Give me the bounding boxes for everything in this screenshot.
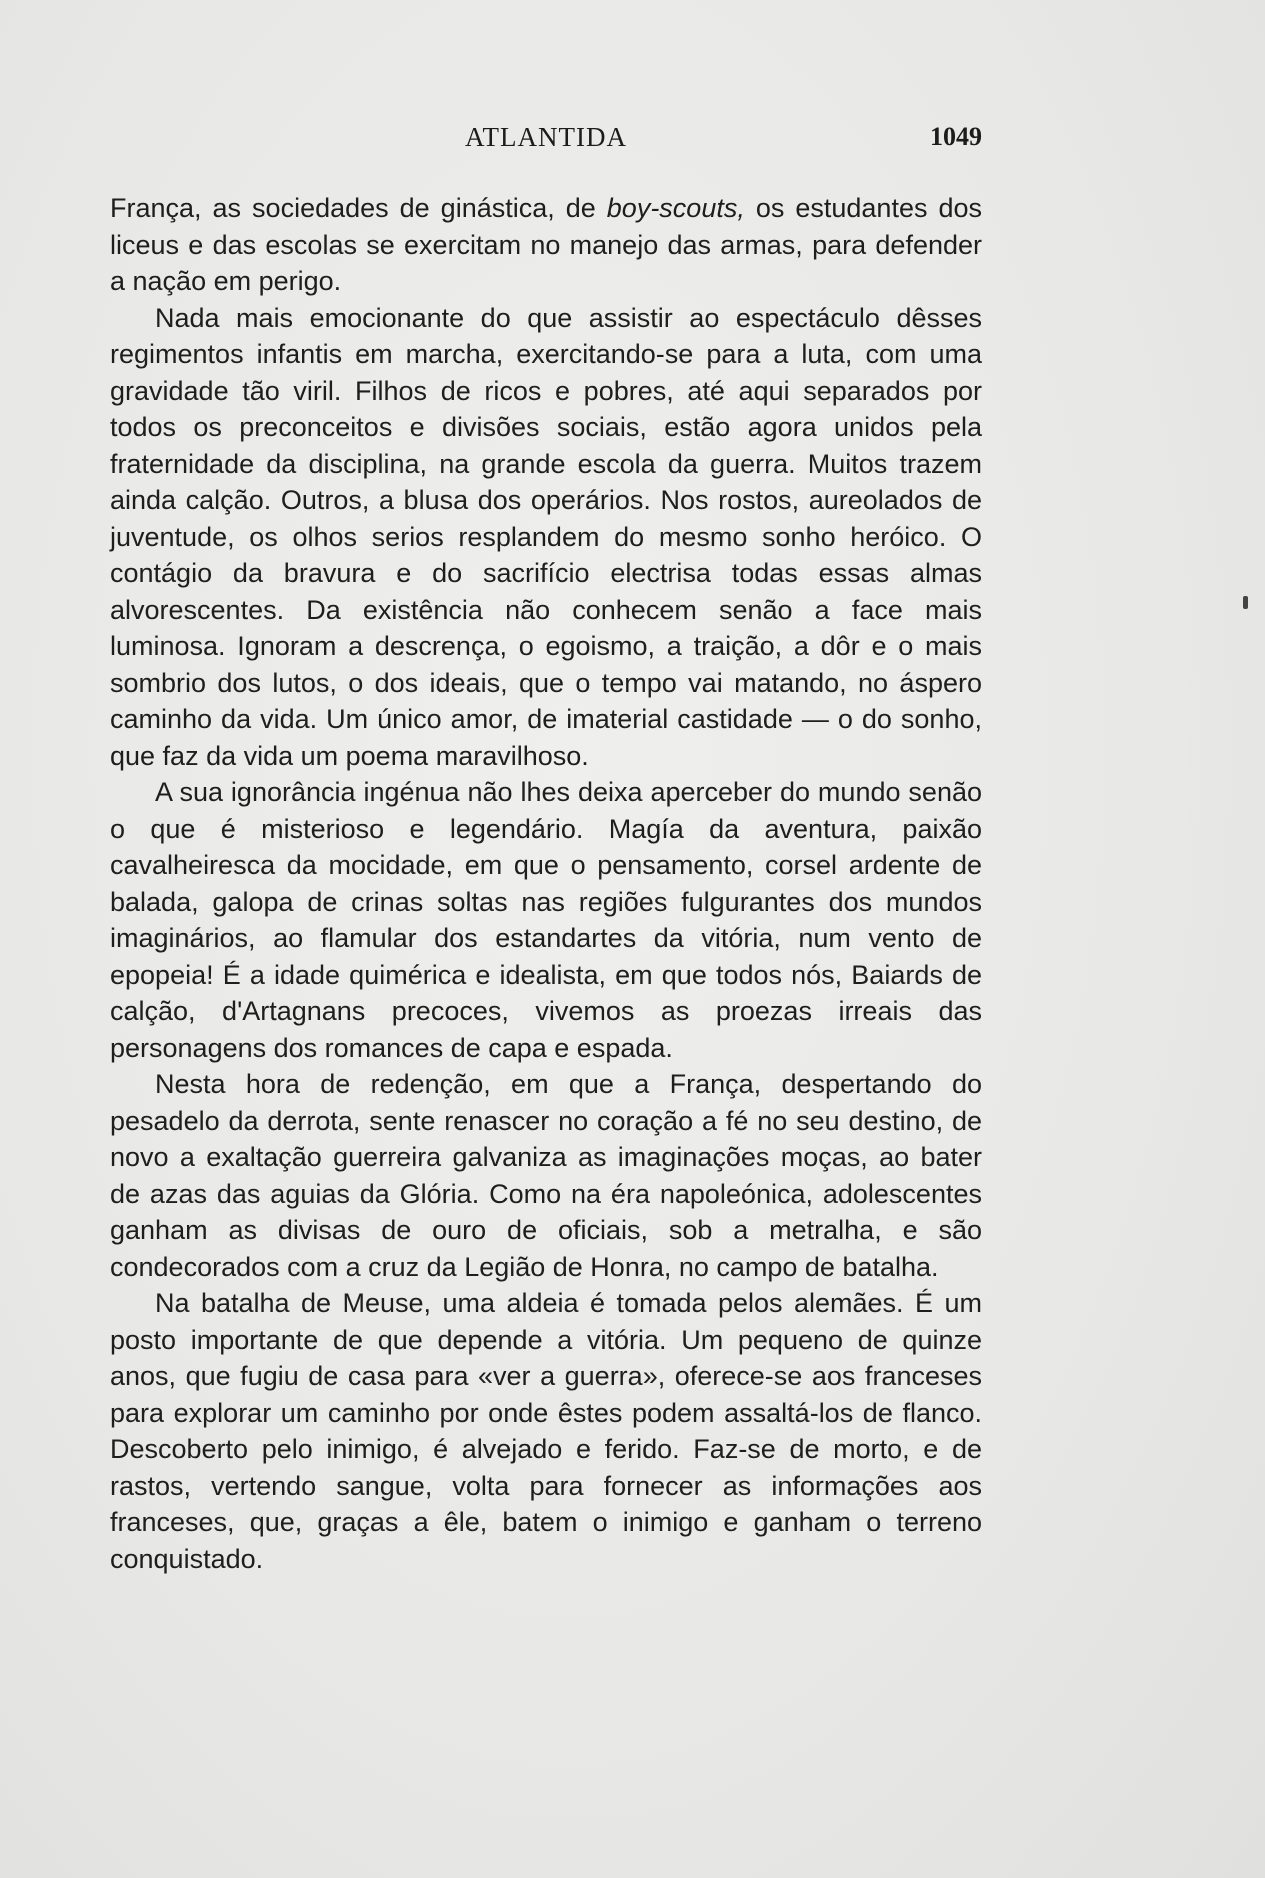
paragraph-1-text-start: França, as sociedades de ginástica, de [110, 193, 607, 223]
paragraph-2: Nada mais emocionante do que assistir ao espectáculo dêsses regimentos infantis em marcha, exercitando-se para a luta, com uma gravidade tão viril. Filhos de ricos e pobres, até aqui separados por todos os preconceitos e divisões sociais, estão agora unidos pela fraternidade da disciplina, na grande escola da guerra. Muitos trazem ainda calção. Outros, a blusa dos operários. Nos rostos, aureolados de juventude, os olhos serios resplandem do mesmo sonho heróico. O contágio da bravura e do sacrifício electrisa todas essas almas alvorescentes. Da existência não conhecem senão a face mais luminosa. Ignoram a descrença, o egoismo, a traição, a dôr e o mais sombrio dos lutos, o dos ideais, que o tempo vai matando, no áspero caminho da vida. Um único amor, de imaterial castidade — o do sonho, que faz da vida um poema maravilhoso. [110, 302, 982, 771]
paragraph-1 [110, 190, 982, 300]
boy-scouts-italic: boy-scouts, [606, 193, 745, 223]
paragraph-5: Na batalha de Meuse, uma aldeia é tomada pelos alemães. É um posto importante de que depende a vitória. Um pequeno de quinze anos, que fugiu de casa para «ver a guerra», oferece-se aos franceses para explorar um caminho por onde êstes podem assaltá-los de flanco. Descoberto pelo inimigo, é alvejado e ferido. Faz-se de morto, e de rastos, vertendo sangue, volta para fornecer as informações aos franceses, que, graças a êle, batem o inimigo e ganham o terreno conquistado. [110, 1288, 982, 1574]
body-text [110, 190, 982, 1577]
paragraph-4: Nesta hora de redenção, em que a França, despertando do pesadelo da derrota, sente renascer no coração a fé no seu destino, de novo a exaltação guerreira galvaniza as imaginações moças, ao bater de azas das aguias da Glória. Como na éra napoleónica, adolescentes ganham as divisas de ouro de oficiais, sob a metralha, e são condecorados com a cruz da Legião de Honra, no campo de batalha. [110, 1069, 982, 1282]
ink-speck [1243, 596, 1248, 609]
paragraph-1-text-end: os estudantes dos liceus e das escolas se exercitam no manejo das armas, para defender a nação em perigo. [110, 193, 982, 296]
page-header [110, 122, 982, 162]
running-title: ATLANTIDA [465, 122, 627, 152]
page-number: 1049 [930, 122, 982, 151]
paragraph-3: A sua ignorância ingénua não lhes deixa aperceber do mundo senão o que é misterioso e legendário. Magía da aventura, paixão cavalheiresca da mocidade, em que o pensamento, corsel ardente de balada, galopa de crinas soltas nas regiões fulgurantes dos mundos imaginários, ao flamular dos estandartes da vitória, num vento de epopeia! É a idade quimérica e idealista, em que todos nós, Baiards de calção, d'Artagnans precoces, vivemos as proezas irreais das personagens dos romances de capa e espada. [110, 777, 982, 1063]
